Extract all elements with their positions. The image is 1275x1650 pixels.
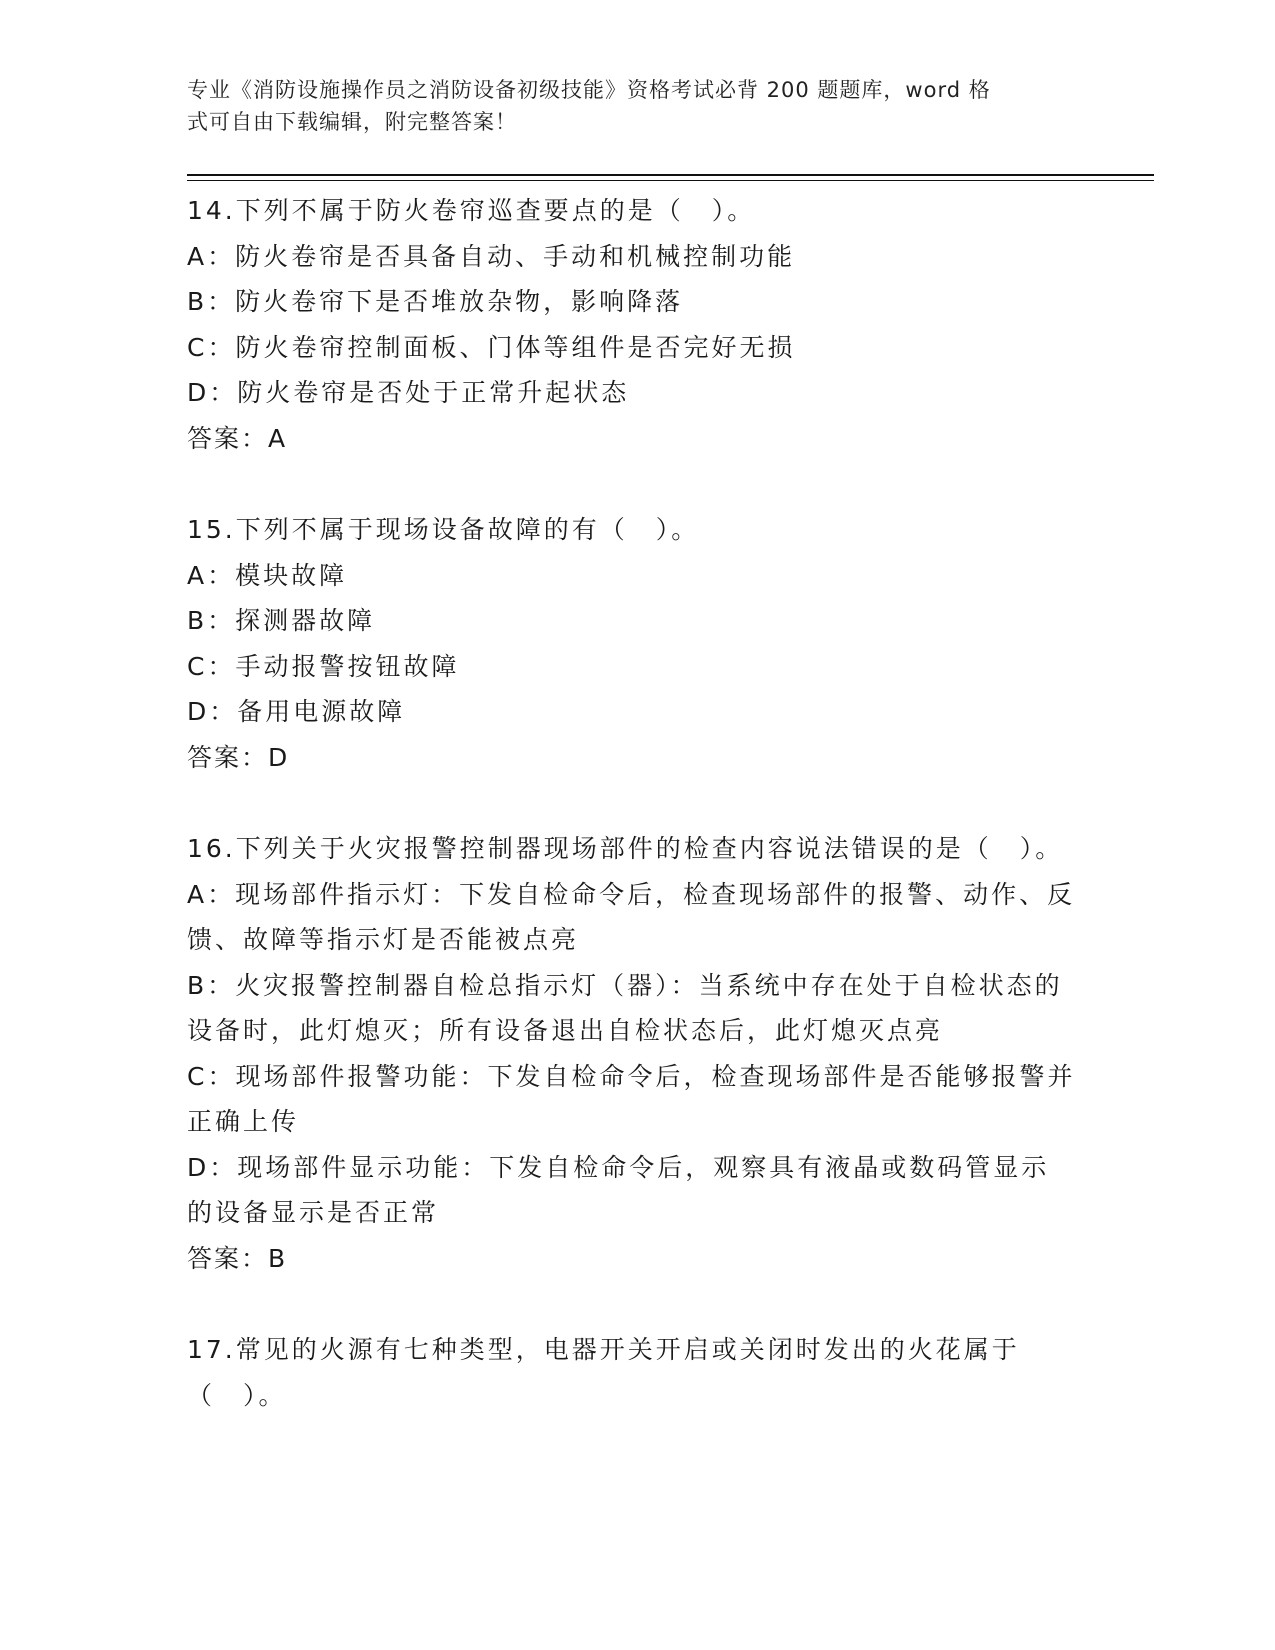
option-b: B：探测器故障 (187, 606, 376, 635)
question-stem: 14.下列不属于防火卷帘巡查要点的是（ ）。 (187, 196, 756, 225)
option-c: C：手动报警按钮故障 (187, 651, 460, 681)
question-14 (187, 188, 1077, 461)
option-c: C：防火卷帘控制面板、门体等组件是否完好无损 (187, 332, 796, 362)
option-b: B：火灾报警控制器自检总指示灯（器）：当系统中存在处于自检状态的设备时，此灯熄灭；所有设备退出自检状态后，此灯熄灭点亮 (187, 970, 1063, 1045)
question-stem: 16.下列关于火灾报警控制器现场部件的检查内容说法错误的是（ ）。 (187, 834, 1064, 863)
question-list (187, 188, 1077, 1418)
option-a: A：模块故障 (187, 560, 348, 590)
spacer (187, 780, 1077, 826)
answer-line: 答案：B (187, 1243, 288, 1273)
question-17 (187, 1327, 1077, 1418)
header-divider-thick (187, 174, 1154, 176)
option-c: C：现场部件报警功能：下发自检命令后，检查现场部件是否能够报警并正确上传 (187, 1061, 1076, 1136)
question-stem: 17.常见的火源有七种类型，电器开关开启或关闭时发出的火花属于（ ）。 (187, 1335, 1020, 1410)
header-line-1: 专业《消防设施操作员之消防设备初级技能》资格考试必背 200 题题库，word 格 (187, 78, 991, 102)
option-a: A：现场部件指示灯：下发自检命令后，检查现场部件的报警、动作、反馈、故障等指示灯是否能被点亮 (187, 879, 1076, 954)
question-stem: 15.下列不属于现场设备故障的有（ ）。 (187, 515, 700, 544)
question-15 (187, 507, 1077, 780)
answer-line: 答案：D (187, 742, 290, 772)
option-a: A：防火卷帘是否具备自动、手动和机械控制功能 (187, 241, 796, 271)
option-b: B：防火卷帘下是否堆放杂物，影响降落 (187, 287, 684, 316)
answer-line: 答案：A (187, 423, 288, 453)
header-line-2: 式可自由下载编辑，附完整答案！ (187, 110, 517, 134)
document-header (187, 74, 1067, 138)
spacer (187, 1281, 1077, 1327)
option-d: D：备用电源故障 (187, 697, 406, 726)
option-d: D：防火卷帘是否处于正常升起状态 (187, 378, 630, 407)
option-d: D：现场部件显示功能：下发自检命令后，观察具有液晶或数码管显示的设备显示是否正常 (187, 1152, 1050, 1227)
header-divider-thin (187, 180, 1154, 181)
question-16 (187, 826, 1077, 1281)
spacer (187, 461, 1077, 507)
